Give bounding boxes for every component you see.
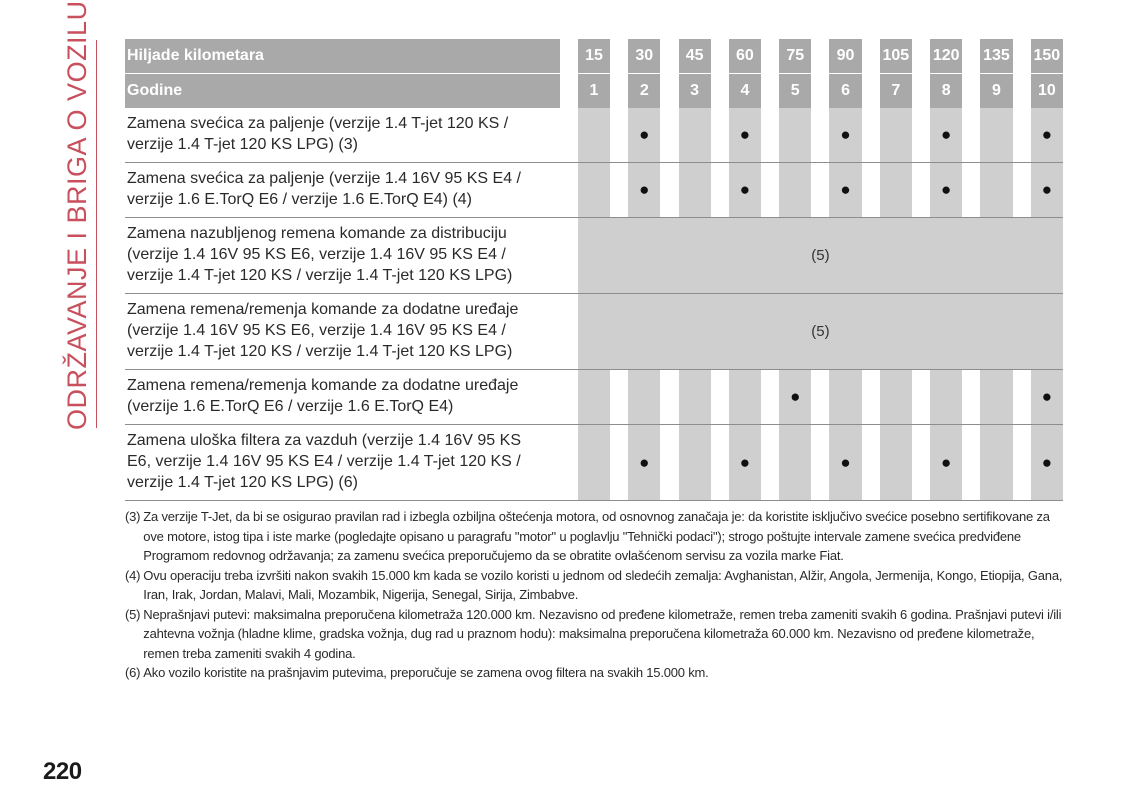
column-spacer: [1013, 74, 1031, 109]
km-value: 105: [880, 39, 912, 74]
description-line: (verzije 1.4 16V 95 KS E6, verzije 1.4 16V 95 KS E4 /: [127, 246, 506, 263]
table-row: [125, 294, 1063, 370]
schedule-cell: [980, 163, 1012, 218]
column-spacer: [761, 370, 779, 425]
column-spacer: [660, 39, 678, 74]
description-line: verzije 1.4 T-jet 120 KS LPG) (3): [127, 136, 358, 153]
column-spacer: [1013, 370, 1031, 425]
column-spacer: [1013, 108, 1031, 163]
description-line: verzije 1.4 T-jet 120 KS / verzije 1.4 T-jet 120 KS LPG): [127, 343, 513, 360]
schedule-cell: [679, 163, 711, 218]
column-spacer: [811, 425, 829, 501]
schedule-cell: [779, 163, 811, 218]
year-value: 2: [628, 74, 660, 109]
year-value: 1: [578, 74, 610, 109]
schedule-cell: [880, 425, 912, 501]
column-spacer: [711, 108, 729, 163]
column-spacer: [610, 163, 628, 218]
operation-description: [125, 163, 560, 218]
service-dot: ●: [729, 163, 761, 218]
service-dot: ●: [930, 163, 962, 218]
km-value: 75: [779, 39, 811, 74]
header-km-row: [125, 39, 1063, 74]
column-spacer: [811, 370, 829, 425]
table-row: [125, 370, 1063, 425]
schedule-cell: [578, 108, 610, 163]
schedule-cell: [679, 370, 711, 425]
column-spacer: [962, 108, 980, 163]
service-dot: ●: [829, 163, 861, 218]
service-dot: ●: [1031, 370, 1063, 425]
column-spacer: [862, 39, 880, 74]
column-spacer: [962, 74, 980, 109]
column-spacer: [560, 218, 578, 294]
service-dot: ●: [628, 108, 660, 163]
footnote-marker: (4): [125, 567, 141, 583]
year-value: 9: [980, 74, 1012, 109]
column-spacer: [660, 74, 678, 109]
schedule-cell: [980, 425, 1012, 501]
column-spacer: [962, 39, 980, 74]
column-spacer: [862, 425, 880, 501]
description-line: (verzije 1.4 16V 95 KS E6, verzije 1.4 16V 95 KS E4 /: [127, 322, 506, 339]
column-spacer: [862, 163, 880, 218]
footnote-text: Za verzije T-Jet, da bi se osigurao pravilan rad i izbegla ozbiljna oštećenja motora, od osnovnog zanačaja je: da koristite isključivo svećice posebno sertifikovane za ove motore, istog tipa i iste marke (pogledajte opisano u paragrafu "motor" u poglavlju "Tehnički podaci"); strogo poštujte intervale zamene svećica predviđene Programom redovnog održavanja; za zamenu svećica preporučujemo da se obratite ovlašćenom servisu za vozila marke Fiat.: [143, 509, 1050, 563]
schedule-cell: [980, 108, 1012, 163]
footnote: [125, 605, 1065, 664]
column-spacer: [711, 39, 729, 74]
year-value: 10: [1031, 74, 1063, 109]
description-line: Zamena uloška filtera za vazduh (verzije 1.4 16V 95 KS: [127, 432, 521, 449]
year-value: 3: [679, 74, 711, 109]
column-spacer: [761, 108, 779, 163]
service-dot: ●: [1031, 425, 1063, 501]
header-km-row-label: Hiljade kilometara: [125, 39, 560, 74]
schedule-cell: [880, 163, 912, 218]
column-spacer: [610, 39, 628, 74]
column-spacer: [862, 108, 880, 163]
column-spacer: [610, 425, 628, 501]
column-spacer: [912, 163, 930, 218]
description-line: Zamena nazubljenog remena komande za distribuciju: [127, 225, 507, 242]
service-dot: ●: [930, 425, 962, 501]
column-spacer: [660, 370, 678, 425]
section-divider: [96, 40, 97, 428]
column-spacer: [862, 74, 880, 109]
column-spacer: [610, 74, 628, 109]
section-title: [55, 0, 99, 430]
column-spacer: [962, 425, 980, 501]
service-dot: ●: [729, 425, 761, 501]
column-spacer: [1013, 425, 1031, 501]
description-line: verzije 1.4 T-jet 120 KS / verzije 1.4 T-jet 120 KS LPG): [127, 267, 513, 284]
column-spacer: [912, 425, 930, 501]
column-spacer: [1013, 39, 1031, 74]
year-value: 4: [729, 74, 761, 109]
service-dot: ●: [1031, 163, 1063, 218]
column-spacer: [560, 39, 578, 74]
service-dot: ●: [930, 108, 962, 163]
schedule-cell: [829, 370, 861, 425]
description-line: verzije 1.6 E.TorQ E6 / verzije 1.6 E.TorQ E4) (4): [127, 191, 473, 208]
column-spacer: [761, 39, 779, 74]
column-spacer: [912, 108, 930, 163]
service-dot: ●: [729, 108, 761, 163]
description-line: Zamena remena/remenja komande za dodatne uređaje: [127, 301, 519, 318]
schedule-cell: [578, 425, 610, 501]
footnote-text: Ovu operaciju treba izvršiti nakon svakih 15.000 km kada se vozilo koristi u jednom od sledećih zemalja: Avghanistan, Alžir, Angola, Jermenija, Kongo, Etiopija, Gana, Iran, Irak, Jordan, Malavi, Mali, Mozambik, Nigerija, Senegal, Sirija, Zimbabve.: [143, 567, 1063, 602]
footnote: [125, 507, 1065, 566]
interval-note-cell: (5): [578, 294, 1063, 370]
footnote-text: Ako vozilo koristite na prašnjavim putevima, preporučuje se zamena ovog filtera na svakih 15.000 km.: [143, 665, 709, 680]
column-spacer: [811, 163, 829, 218]
table-row: [125, 108, 1063, 163]
column-spacer: [610, 108, 628, 163]
column-spacer: [610, 370, 628, 425]
km-value: 135: [980, 39, 1012, 74]
column-spacer: [761, 425, 779, 501]
column-spacer: [912, 39, 930, 74]
table-row: [125, 163, 1063, 218]
year-value: 8: [930, 74, 962, 109]
column-spacer: [560, 74, 578, 109]
column-spacer: [711, 163, 729, 218]
column-spacer: [811, 74, 829, 109]
schedule-cell: [779, 425, 811, 501]
description-line: Zamena remena/remenja komande za dodatne uređaje: [127, 377, 519, 394]
service-dot: ●: [1031, 108, 1063, 163]
schedule-cell: [880, 108, 912, 163]
schedule-cell: [980, 370, 1012, 425]
service-dot: ●: [829, 108, 861, 163]
column-spacer: [560, 425, 578, 501]
column-spacer: [912, 370, 930, 425]
page-number: 220: [43, 758, 82, 785]
description-line: verzije 1.4 T-jet 120 KS LPG) (6): [127, 474, 358, 491]
schedule-cell: [628, 370, 660, 425]
footnote-text: Neprašnjavi putevi: maksimalna preporučena kilometraža 120.000 km. Nezavisno od pređene kilometraže, remen treba zameniti svakih 6 godina. Prašnjavi putevi i/ili zahtevna vožnja (hladne klime, gradska vožnja, dug rad u praznom hodu): maksimalna preporučena kilometraža 60.000 km. Nezavisno od pređene kilometraže, remen treba zameniti svakih 4 godina.: [143, 606, 1062, 661]
interval-note-cell: (5): [578, 218, 1063, 294]
column-spacer: [761, 163, 779, 218]
column-spacer: [711, 370, 729, 425]
service-dot: ●: [628, 163, 660, 218]
column-spacer: [660, 425, 678, 501]
service-dot: ●: [829, 425, 861, 501]
schedule-cell: [679, 425, 711, 501]
column-spacer: [962, 370, 980, 425]
column-spacer: [560, 294, 578, 370]
footnote: [125, 566, 1065, 605]
description-line: Zamena svećica za paljenje (verzije 1.4 T-jet 120 KS /: [127, 115, 509, 132]
footnote-marker: (5): [125, 606, 141, 622]
km-value: 60: [729, 39, 761, 74]
table-row: [125, 425, 1063, 501]
column-spacer: [912, 74, 930, 109]
km-value: 30: [628, 39, 660, 74]
schedule-cell: [930, 370, 962, 425]
description-line: Zamena svećica za paljenje (verzije 1.4 16V 95 KS E4 /: [127, 170, 521, 187]
footnote-marker: (6): [125, 665, 141, 680]
km-value: 90: [829, 39, 861, 74]
column-spacer: [560, 370, 578, 425]
description-line: E6, verzije 1.4 16V 95 KS E4 / verzije 1.4 T-jet 120 KS /: [127, 453, 521, 470]
column-spacer: [711, 425, 729, 501]
km-value: 120: [930, 39, 962, 74]
schedule-cell: [578, 370, 610, 425]
schedule-cell: [880, 370, 912, 425]
footnote-marker: (3): [125, 509, 141, 524]
column-spacer: [1013, 163, 1031, 218]
table-row: [125, 218, 1063, 294]
operation-description: [125, 370, 560, 425]
column-spacer: [560, 108, 578, 163]
km-value: 45: [679, 39, 711, 74]
footnote: [125, 663, 1065, 683]
schedule-cell: [679, 108, 711, 163]
column-spacer: [811, 39, 829, 74]
header-years-row: [125, 74, 1063, 109]
year-value: 6: [829, 74, 861, 109]
column-spacer: [711, 74, 729, 109]
operation-description: [125, 294, 560, 370]
column-spacer: [560, 163, 578, 218]
schedule-cell: [779, 108, 811, 163]
description-line: (verzije 1.6 E.TorQ E6 / verzije 1.6 E.TorQ E4): [127, 398, 454, 415]
column-spacer: [761, 74, 779, 109]
footnotes: [125, 507, 1065, 683]
column-spacer: [962, 163, 980, 218]
schedule-cell: [729, 370, 761, 425]
year-value: 7: [880, 74, 912, 109]
operation-description: [125, 108, 560, 163]
schedule-cell: [578, 163, 610, 218]
column-spacer: [862, 370, 880, 425]
operation-description: [125, 425, 560, 501]
column-spacer: [660, 163, 678, 218]
column-spacer: [660, 108, 678, 163]
section-title-text: ODRŽAVANJE I BRIGA O VOZILU: [62, 0, 92, 430]
service-dot: ●: [628, 425, 660, 501]
operation-description: [125, 218, 560, 294]
km-value: 150: [1031, 39, 1063, 74]
km-value: 15: [578, 39, 610, 74]
service-dot: ●: [779, 370, 811, 425]
maintenance-schedule-table: [125, 39, 1063, 501]
header-years-row-label: Godine: [125, 74, 560, 109]
column-spacer: [811, 108, 829, 163]
year-value: 5: [779, 74, 811, 109]
